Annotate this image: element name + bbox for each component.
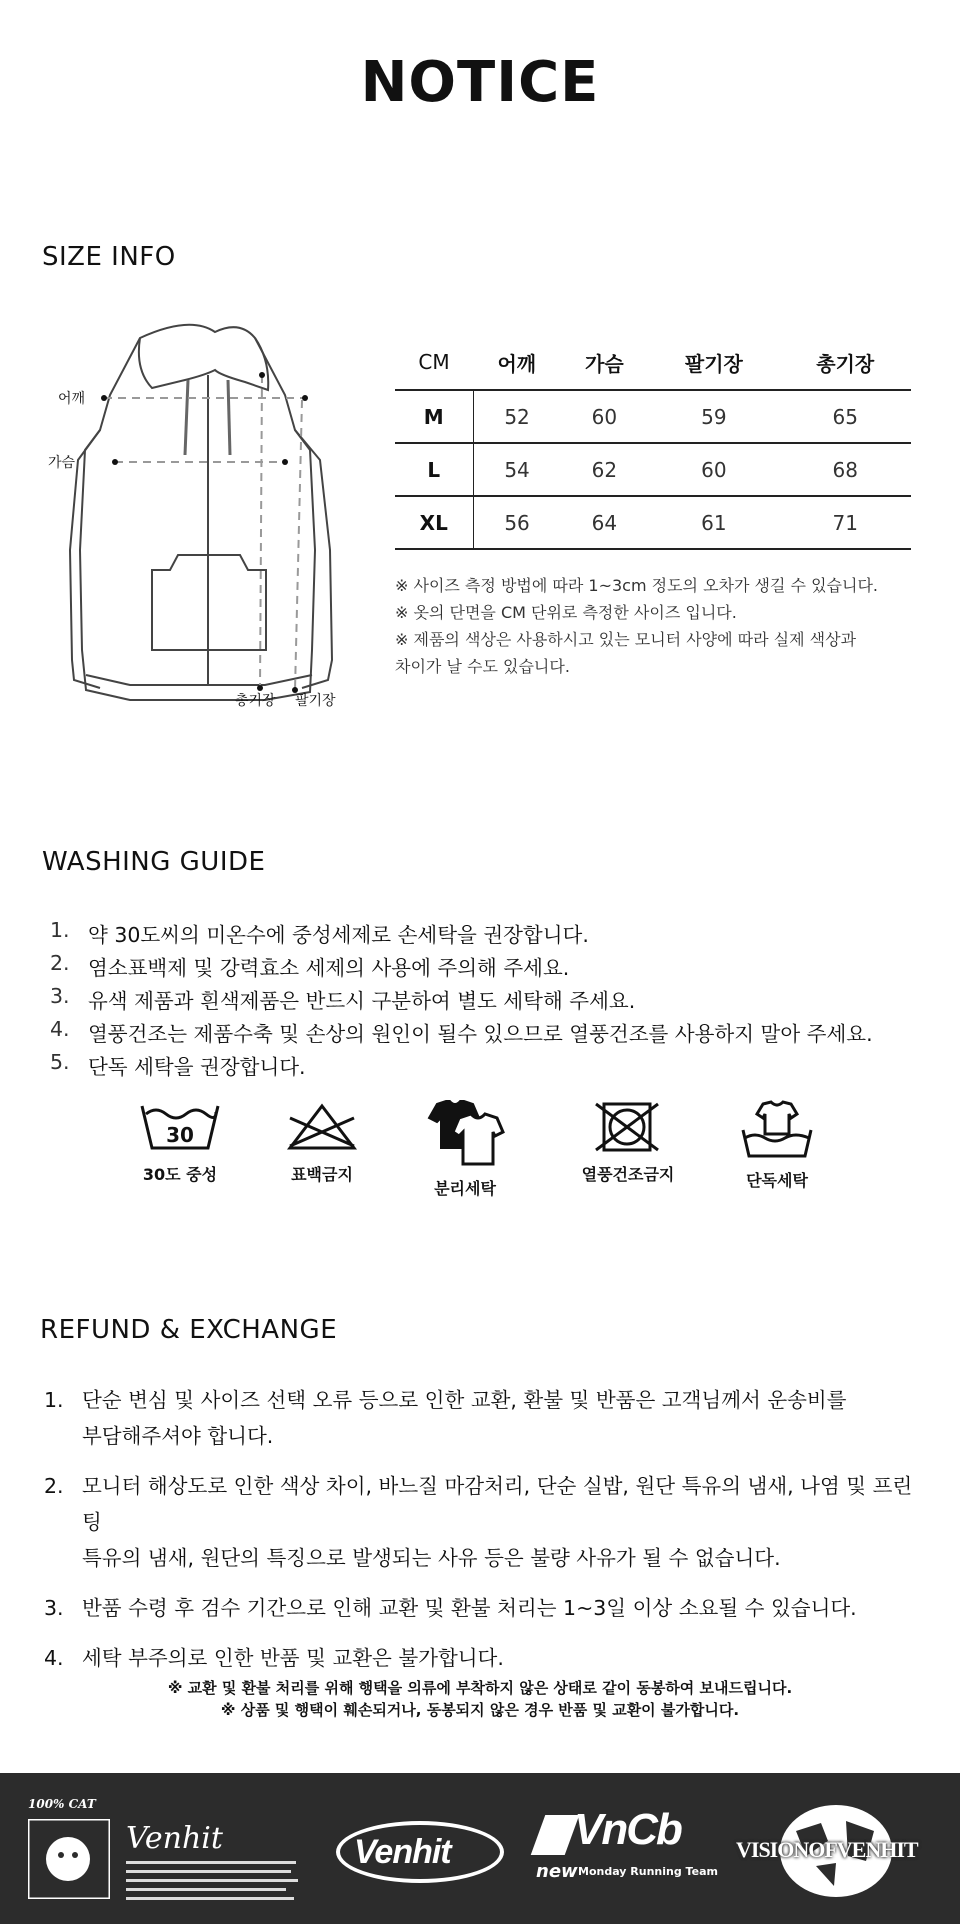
list-item-line: 세탁 부주의로 인한 반품 및 교환은 불가합니다.	[82, 1646, 504, 1670]
table-cell: 60	[561, 390, 649, 443]
care-label: 분리세탁	[434, 1179, 496, 1198]
refund-heading: REFUND & EXCHANGE	[40, 1315, 338, 1345]
list-item	[44, 1590, 924, 1626]
washing-guide-heading: WASHING GUIDE	[42, 847, 266, 877]
table-row	[395, 443, 911, 496]
table-row	[395, 390, 911, 443]
list-item-text	[82, 1590, 857, 1626]
list-item-text: 단독 세탁을 권장합니다.	[88, 1055, 306, 1079]
size-label: XL	[395, 496, 473, 549]
care-item	[110, 1100, 250, 1185]
care-item	[252, 1100, 392, 1185]
page-title: NOTICE	[360, 50, 600, 115]
list-item-text: 염소표백제 및 강력효소 세제의 사용에 주의해 주세요.	[88, 956, 570, 980]
list-item-line: 부담해주셔야 합니다.	[82, 1424, 274, 1448]
list-item-number: 2.	[44, 1474, 64, 1498]
table-cell: 56	[473, 496, 561, 549]
table-cell: 52	[473, 390, 561, 443]
sleeve-label: 팔기장	[295, 693, 336, 709]
size-note: ※ 사이즈 측정 방법에 따라 1~3cm 정도의 오차가 생길 수 있습니다.	[395, 576, 878, 595]
care-item	[558, 1100, 698, 1185]
list-item-line: 반품 수령 후 검수 기간으로 인해 교환 및 환불 처리는 1~3일 이상 소요될 수 있습니다.	[82, 1596, 857, 1620]
no-bleach-icon	[280, 1100, 364, 1154]
brand-footer	[0, 1773, 960, 1924]
table-cell: 60	[648, 443, 779, 496]
table-cell: 54	[473, 443, 561, 496]
table-cell: 62	[561, 443, 649, 496]
list-item-text: 열풍건조는 제품수축 및 손상의 원인이 될수 있으므로 열풍건조를 사용하지 말아 주세요.	[88, 1022, 873, 1046]
vncb-logo-new: new	[536, 1861, 578, 1882]
list-item-text: 유색 제품과 흰색제품은 반드시 구분하여 별도 세탁해 주세요.	[88, 989, 636, 1013]
washing-guide-list	[50, 918, 930, 1083]
list-item-number: 5.	[50, 1050, 70, 1074]
list-item	[50, 951, 930, 984]
vncb-logo-main: VnCb	[574, 1805, 681, 1854]
list-item-line: 특유의 냄새, 원단의 특징으로 발생되는 사유 등은 불량 사유가 될 수 없습니다.	[82, 1546, 781, 1570]
size-table-header: CM	[395, 335, 473, 390]
vision-logo-text: VISIONOFVENHIT	[736, 1837, 918, 1862]
shoulder-label: 어깨	[58, 391, 86, 407]
size-table-header-row	[395, 335, 911, 390]
list-item-number: 1.	[44, 1388, 64, 1412]
cat-face-icon	[28, 1819, 110, 1899]
list-item-text	[82, 1382, 847, 1454]
no-tumble-dry-icon	[586, 1100, 670, 1154]
hoodie-size-diagram	[40, 320, 360, 720]
care-item	[395, 1100, 535, 1199]
table-cell: 65	[780, 390, 911, 443]
list-item-number: 3.	[44, 1596, 64, 1620]
refund-list	[44, 1382, 924, 1690]
size-label: M	[395, 390, 473, 443]
vncb-stripe	[531, 1815, 580, 1855]
table-cell: 59	[648, 390, 779, 443]
table-cell: 71	[780, 496, 911, 549]
list-item-number: 3.	[50, 984, 70, 1008]
care-label: 표백금지	[291, 1165, 353, 1184]
table-row	[395, 496, 911, 549]
list-item	[50, 918, 930, 951]
care-icons	[110, 1100, 870, 1210]
vncb-logo-sub: Monday Running Team	[578, 1865, 718, 1878]
size-table-header: 어깨	[473, 335, 561, 390]
length-label: 총기장	[235, 693, 276, 709]
wash-alone-icon	[735, 1100, 819, 1160]
table-cell: 68	[780, 443, 911, 496]
list-item-number: 1.	[50, 918, 70, 942]
size-table-header: 팔기장	[648, 335, 779, 390]
list-item-text	[82, 1468, 924, 1576]
venhit-logo-text: Venhit	[354, 1833, 451, 1871]
size-note: 차이가 날 수도 있습니다.	[395, 657, 570, 676]
refund-notes	[0, 1677, 960, 1721]
hoodie-illustration	[40, 320, 360, 720]
separate-wash-icon	[423, 1100, 507, 1168]
size-info-heading: SIZE INFO	[42, 242, 176, 272]
cat-logo-name: Venhit	[126, 1821, 223, 1856]
list-item	[50, 1017, 930, 1050]
list-item	[50, 1050, 930, 1083]
cat-logo-text-lines	[126, 1861, 306, 1900]
size-table-header: 총기장	[780, 335, 911, 390]
wash-30-icon	[138, 1100, 222, 1154]
cat-logo-tag: 100% CAT	[28, 1797, 96, 1811]
size-note: ※ 옷의 단면을 CM 단위로 측정한 사이즈 입니다.	[395, 603, 737, 622]
table-cell: 64	[561, 496, 649, 549]
size-note: ※ 제품의 색상은 사용하시고 있는 모니터 사양에 따라 실제 색상과	[395, 630, 857, 649]
care-label: 열풍건조금지	[581, 1165, 675, 1184]
size-table	[395, 335, 911, 550]
list-item-text: 약 30도씨의 미온수에 중성세제로 손세탁을 권장합니다.	[88, 923, 589, 947]
wash-temperature: 30	[166, 1123, 194, 1147]
refund-note: ※ 교환 및 환불 처리를 위해 행택을 의류에 부착하지 않은 상태로 같이 동봉하여 보내드립니다.	[167, 1679, 793, 1697]
chest-label: 가슴	[48, 455, 76, 471]
cat-logo	[28, 1797, 308, 1907]
size-table-header: 가슴	[561, 335, 649, 390]
list-item-number: 4.	[50, 1017, 70, 1041]
list-item-text	[82, 1640, 504, 1676]
size-label: L	[395, 443, 473, 496]
list-item-number: 2.	[50, 951, 70, 975]
list-item	[44, 1382, 924, 1454]
vncb-logo	[536, 1805, 718, 1905]
care-item	[707, 1100, 847, 1191]
venhit-logo	[336, 1821, 504, 1883]
list-item-line: 모니터 해상도로 인한 색상 차이, 바느질 마감처리, 단순 실밥, 원단 특유의 냄새, 나염 및 프린팅	[82, 1474, 913, 1534]
list-item	[44, 1468, 924, 1576]
list-item	[44, 1640, 924, 1676]
table-cell: 61	[648, 496, 779, 549]
list-item-line: 단순 변심 및 사이즈 선택 오류 등으로 인한 교환, 환불 및 반품은 고객님께서 운송비를	[82, 1388, 847, 1412]
size-notes	[395, 572, 915, 680]
list-item	[50, 984, 930, 1017]
refund-note: ※ 상품 및 행택이 훼손되거나, 동봉되지 않은 경우 반품 및 교환이 불가합니다.	[220, 1701, 740, 1719]
care-label: 30도 중성	[142, 1165, 218, 1184]
vision-logo	[736, 1801, 936, 1901]
list-item-number: 4.	[44, 1646, 64, 1670]
care-label: 단독세탁	[746, 1171, 808, 1190]
